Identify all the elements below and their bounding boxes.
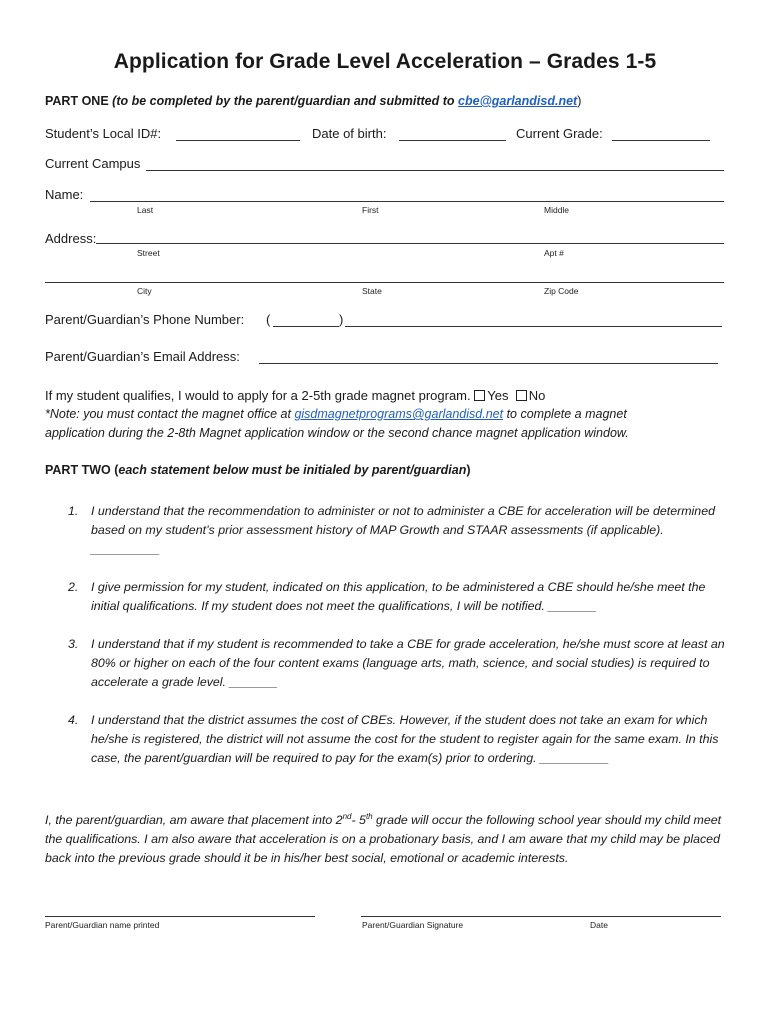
statement-text: I give permission for my student, indicated on this application, to be administered a CBE should he/she meet the initial qualifications. If my student does not meet the qualifications, I will be notified. _______ (91, 580, 706, 613)
statement-item (68, 502, 728, 562)
local-id-field[interactable] (176, 140, 300, 141)
campus-label: Current Campus (45, 156, 141, 171)
statement-part2: - 5 (351, 813, 366, 828)
part-one-header (45, 94, 581, 108)
no-label: No (528, 388, 546, 403)
campus-field[interactable] (146, 170, 724, 171)
magnet-note-suffix: to complete a magnet (506, 407, 627, 421)
statement-part1: I, the parent/guardian, am aware that placement into 2 (45, 813, 343, 828)
current-grade-label: Current Grade: (516, 126, 603, 141)
statement-number: 1. (68, 504, 79, 518)
phone-open-paren: ( (266, 312, 271, 327)
statement-sup2: th (365, 812, 373, 821)
statement-item (68, 578, 728, 618)
magnet-yes-option[interactable] (474, 388, 508, 403)
part-two-heading: PART TWO ( (45, 463, 119, 477)
address-label: Address: (45, 231, 97, 246)
part-one-instruction-close: ) (577, 94, 582, 108)
yes-label: Yes (487, 388, 509, 403)
yes-checkbox[interactable] (474, 390, 485, 401)
statement-number: 2. (68, 580, 79, 594)
statement-sup1: nd (342, 812, 352, 821)
no-checkbox[interactable] (516, 390, 527, 401)
parent-email-field[interactable] (259, 363, 718, 364)
part-one-instruction: (to be completed by the parent/guardian and submitted to (112, 94, 455, 108)
first-name-caption: First (362, 205, 379, 215)
part-two-header (45, 463, 471, 477)
magnet-email-link[interactable]: gisdmagnetprograms@garlandisd.net (294, 407, 504, 421)
local-id-label: Student’s Local ID#: (45, 126, 162, 141)
signature-caption: Parent/Guardian Signature (362, 920, 464, 930)
phone-label: Parent/Guardian’s Phone Number: (45, 312, 245, 327)
part-two-instruction: each statement below must be initialed by parent/guardian (118, 463, 467, 477)
city-caption: City (137, 286, 152, 296)
state-caption: State (362, 286, 382, 296)
magnet-note (45, 407, 627, 421)
current-grade-field[interactable] (612, 140, 710, 141)
phone-number-field[interactable] (345, 326, 722, 327)
statement-text: I understand that the recommendation to administer or not to administer a CBE for acceleration will be determined based on my student’s prior assessment history of MAP Growth and STAAR assessments (if applicable). __________ (91, 504, 715, 556)
dob-field[interactable] (399, 140, 506, 141)
phone-area-code-field[interactable] (273, 326, 339, 327)
part-one-heading: PART ONE (45, 94, 109, 108)
street-caption: Street (137, 248, 160, 258)
statement-part3: grade will occur the following school year should my child meet the qualifications. I am also aware that acceleration is on a probationary basis, and I am aware that my child may be placed back into the previous grade should it be in his/her best social, emotional or academic interests. (45, 813, 722, 866)
form-title: Application for Grade Level Acceleration – Grades 1-5 (113, 50, 657, 73)
statement-text: I understand that the district assumes the cost of CBEs. However, if the student does not take an exam for which he/she is registered, the district will not assume the cost for the student to register again for the same exam. In this case, the parent/guardian will be required to pay for the exam(s) prior to ordering. __________ (91, 713, 719, 765)
apt-caption: Apt # (544, 248, 564, 258)
parent-email-label: Parent/Guardian’s Email Address: (45, 349, 240, 364)
phone-close-paren: ) (339, 312, 344, 327)
last-name-caption: Last (137, 205, 154, 215)
printed-name-field[interactable] (45, 916, 315, 917)
dob-label: Date of birth: (312, 126, 387, 141)
city-state-zip-field[interactable] (45, 282, 724, 283)
magnet-question (45, 388, 545, 403)
statement-number: 4. (68, 713, 79, 727)
magnet-no-option[interactable] (516, 388, 546, 403)
magnet-question-text: If my student qualifies, I would to apply for a 2-5th grade magnet program. (45, 388, 471, 403)
magnet-note-prefix: *Note: you must contact the magnet office at (45, 407, 291, 421)
date-caption: Date (590, 920, 608, 930)
zip-caption: Zip Code (544, 286, 579, 296)
name-field[interactable] (90, 201, 724, 202)
middle-name-caption: Middle (544, 205, 570, 215)
name-label: Name: (45, 187, 84, 202)
statement-text: I understand that if my student is recommended to take a CBE for grade acceleration, he/she must score at least an 80% or higher on each of the four content exams (language arts, math, science, and social studies) is required to accelerate a grade level. _______ (91, 637, 725, 689)
magnet-note-line2: application during the 2-8th Magnet application window or the second chance magnet application window. (45, 426, 629, 440)
statement-item (68, 711, 728, 789)
statement-number: 3. (68, 637, 79, 651)
signature-field[interactable] (361, 916, 721, 917)
part-two-heading-close: ) (466, 463, 471, 477)
cbe-email-link[interactable]: cbe@garlandisd.net (458, 94, 578, 108)
street-field[interactable] (96, 243, 724, 244)
acknowledgement-statement (45, 807, 735, 868)
printed-name-caption: Parent/Guardian name printed (45, 920, 160, 930)
statement-item (68, 635, 728, 695)
